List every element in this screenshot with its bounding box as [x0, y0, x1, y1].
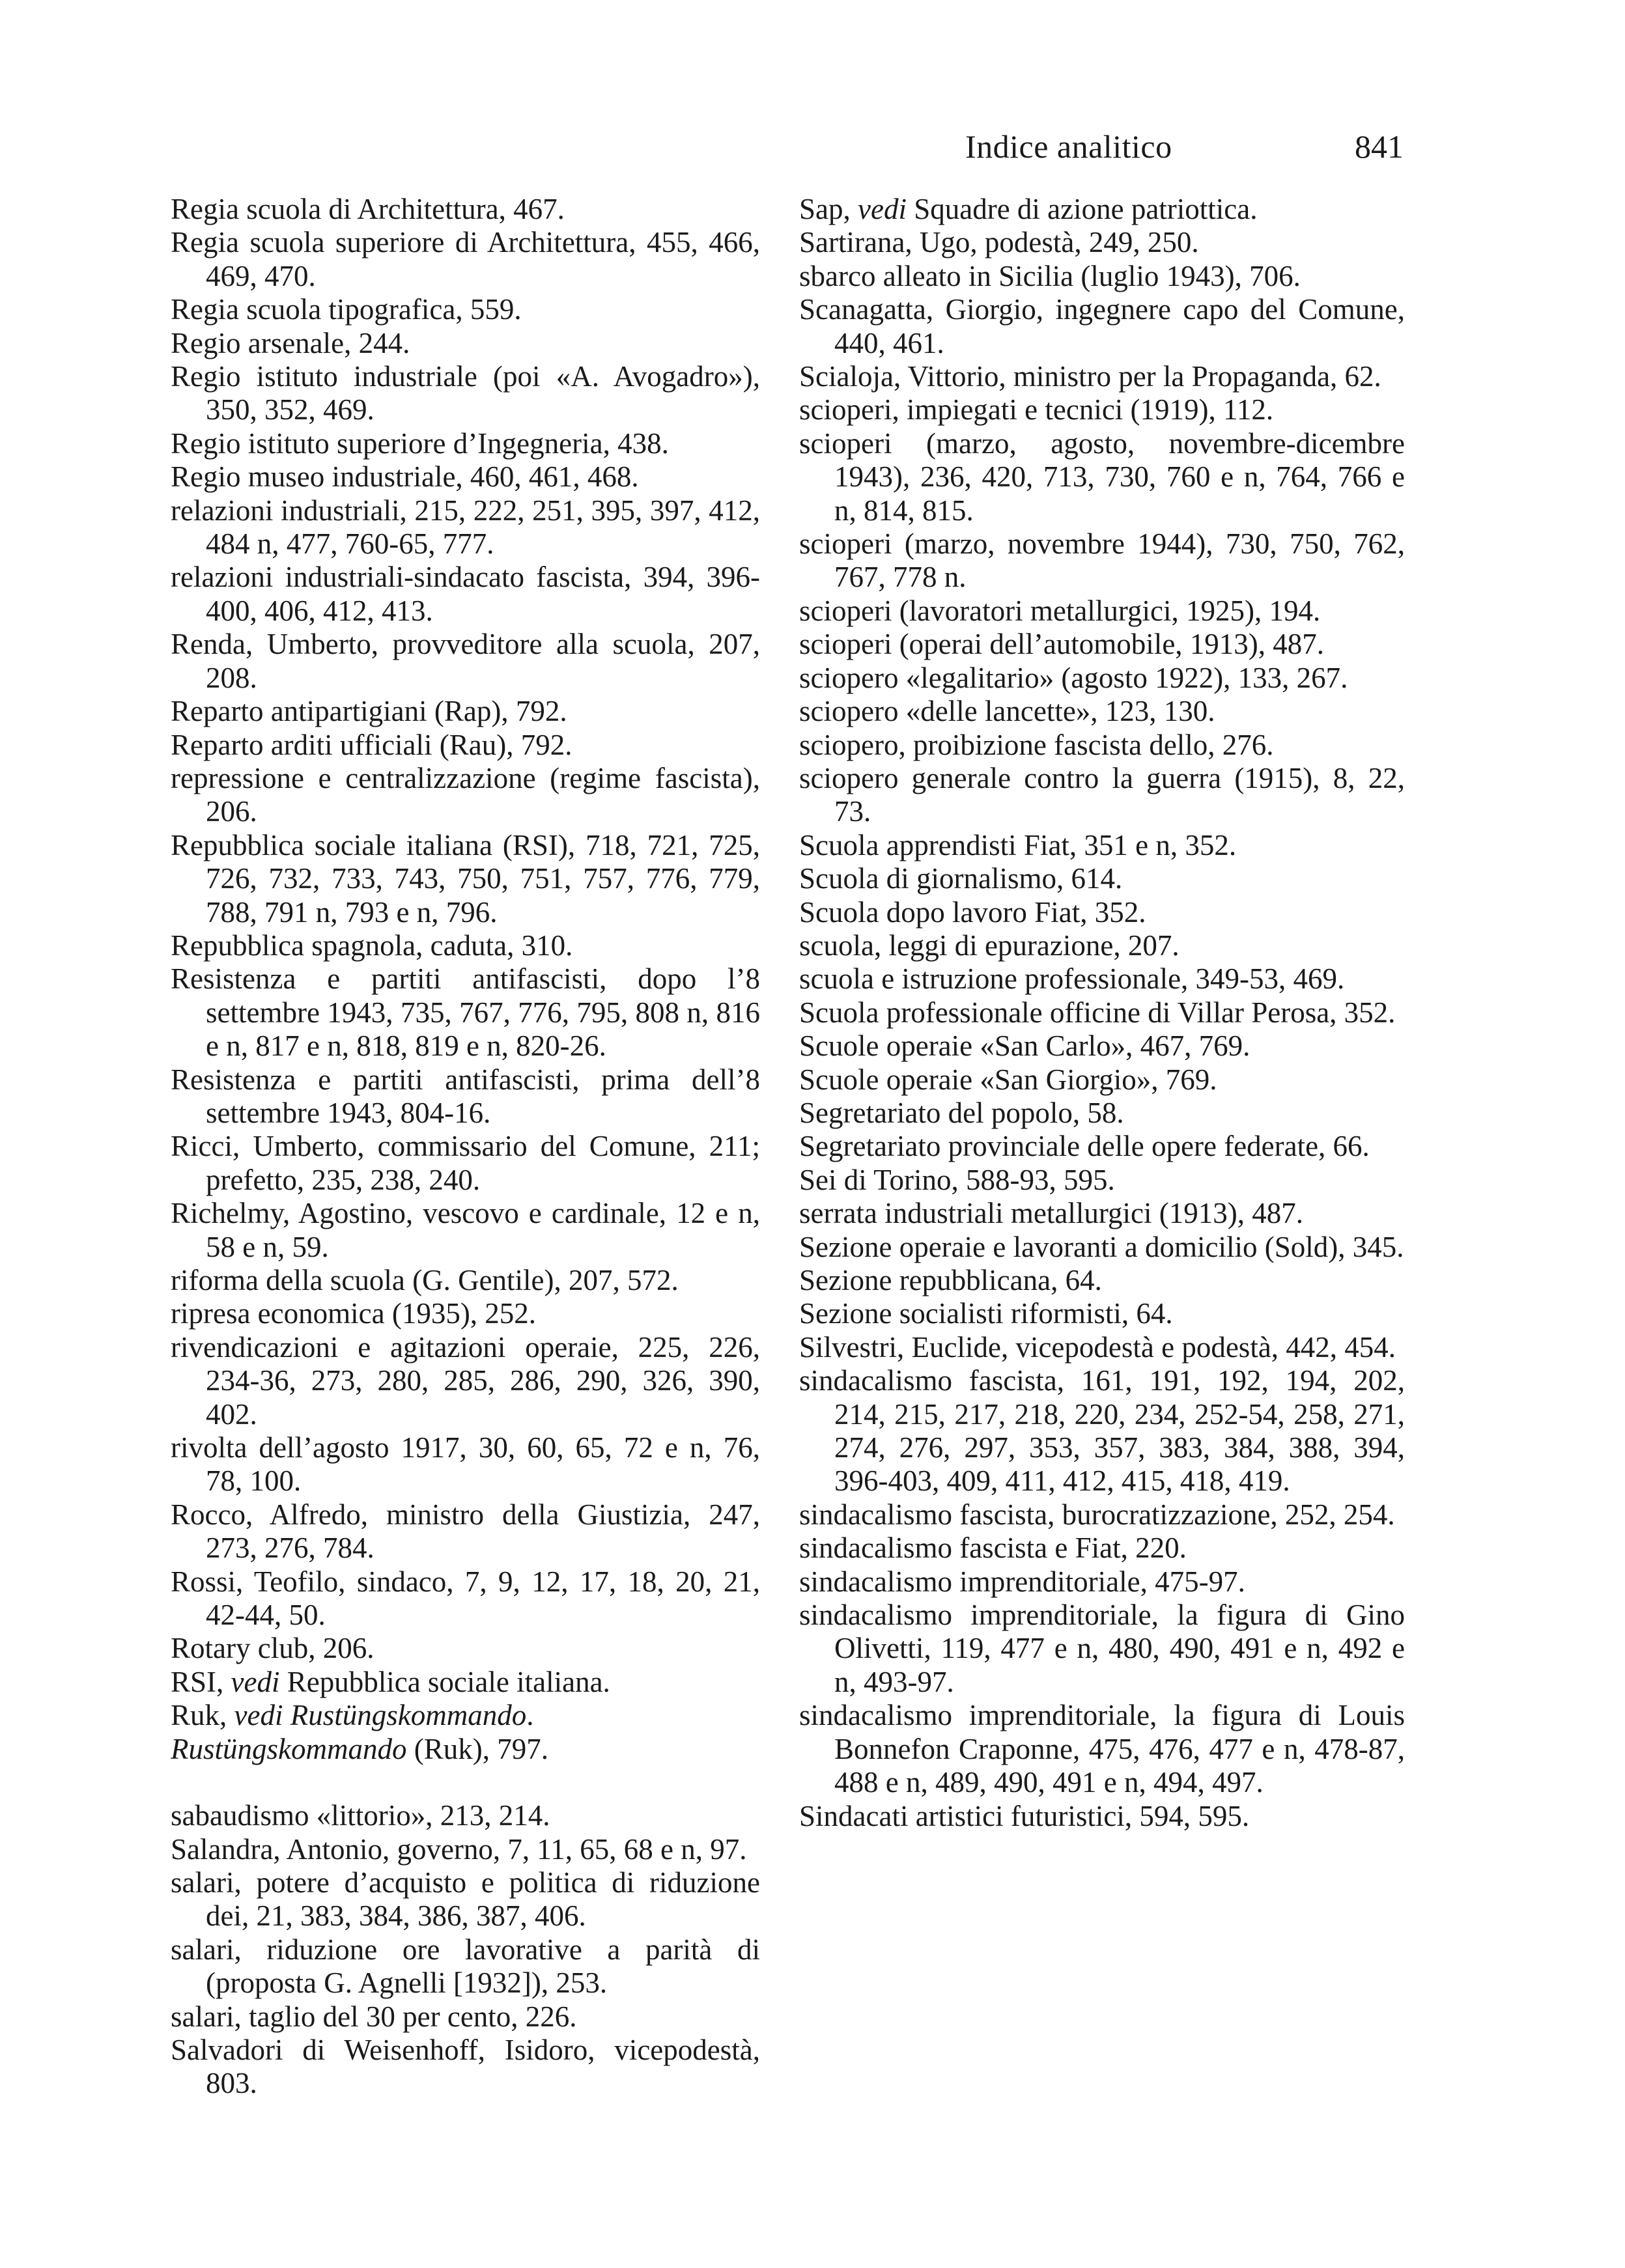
index-entry-italic-text: vedi Rustüngskommando: [234, 1699, 527, 1732]
running-header-title: Indice analitico: [965, 128, 1172, 165]
index-entry: [171, 1431, 760, 1498]
index-entry-text: Sei di Torino, 588-93, 595.: [799, 1163, 1115, 1196]
index-entry-text: serrata industriali metallurgici (1913), 487.: [799, 1197, 1303, 1230]
index-entry: [171, 929, 760, 962]
index-entry: [799, 1029, 1405, 1063]
index-entry-text: sabaudismo «littorio», 213, 214.: [171, 1799, 550, 1832]
index-entry: [171, 360, 760, 427]
index-entry: [799, 729, 1405, 762]
index-entry-text: Scialoja, Vittorio, ministro per la Propaganda, 62.: [799, 360, 1381, 393]
index-entry: [799, 996, 1405, 1029]
index-entry: [799, 1565, 1405, 1599]
index-entry-text: sindacalismo fascista e Fiat, 220.: [799, 1532, 1187, 1565]
index-entry-text: Ricci, Umberto, commissario del Comune, 211; prefetto, 235, 238, 240.: [171, 1130, 760, 1196]
index-entry-text: Scuola dopo lavoro Fiat, 352.: [799, 895, 1146, 929]
index-entry: [799, 829, 1405, 862]
index-entry: [171, 1331, 760, 1431]
index-entry-text: relazioni industriali, 215, 222, 251, 395, 397, 412, 484 n, 477, 760-65, 777.: [171, 494, 760, 561]
index-entry: [171, 628, 760, 695]
index-entry-text: Sezione operaie e lavoranti a domicilio (Sold), 345.: [799, 1230, 1404, 1263]
index-entry-text: sindacalismo fascista, burocratizzazione, 252, 254.: [799, 1498, 1395, 1531]
index-entry-text: Rossi, Teofilo, sindaco, 7, 9, 12, 17, 18, 20, 21, 42-44, 50.: [171, 1565, 760, 1632]
index-entry: [799, 962, 1405, 996]
index-entry-text: scuola, leggi di epurazione, 207.: [799, 929, 1180, 962]
index-entry-text: Segretariato del popolo, 58.: [799, 1096, 1124, 1129]
index-entry: [799, 1800, 1405, 1833]
index-entry: [171, 1130, 760, 1197]
index-entry-text: sciopero «delle lancette», 123, 130.: [799, 695, 1215, 728]
index-entry: [799, 1231, 1405, 1264]
index-entry-text: sbarco alleato in Sicilia (luglio 1943), 706.: [799, 259, 1301, 292]
index-entry: [171, 293, 760, 326]
index-entry-text: (Ruk), 797.: [406, 1732, 548, 1765]
index-entry: [799, 1599, 1405, 1699]
index-entry: [799, 1364, 1405, 1498]
index-entry: [171, 1733, 760, 1766]
index-entry: [799, 527, 1405, 595]
index-entry: [171, 1699, 760, 1732]
index-entry: [799, 1097, 1405, 1130]
index-entry-text: Scuola apprendisti Fiat, 351 e n, 352.: [799, 828, 1237, 861]
index-column-left: [171, 193, 760, 2101]
page-header: [801, 124, 1404, 169]
index-entry-text: Rocco, Alfredo, ministro della Giustizia, 247, 273, 276, 784.: [171, 1498, 760, 1565]
index-entry-text: sciopero generale contro la guerra (1915), 8, 22, 73.: [799, 761, 1405, 828]
index-entry-text: salari, riduzione ore lavorative a parità di (proposta G. Agnelli [1932]), 253.: [171, 1933, 760, 2000]
index-entry-text: Repubblica sociale italiana.: [279, 1665, 610, 1698]
index-entry-text: scioperi (operai dell’automobile, 1913), 487.: [799, 628, 1325, 661]
index-entry-text: Scuole operaie «San Giorgio», 769.: [799, 1063, 1217, 1096]
index-entry-text: sindacalismo imprenditoriale, la figura di Gino Olivetti, 119, 477 e n, 480, 490, 491 e n, 492 e n, 493-97.: [799, 1599, 1405, 1698]
index-entry: [799, 929, 1405, 962]
index-entry-text: Scuole operaie «San Carlo», 467, 769.: [799, 1029, 1251, 1063]
index-entry: [171, 829, 760, 929]
index-entry: [171, 460, 760, 494]
index-entry: [171, 1063, 760, 1130]
index-entry-text: repressione e centralizzazione (regime fascista), 206.: [171, 761, 760, 828]
index-entry-text: Sezione socialisti riformisti, 64.: [799, 1297, 1173, 1330]
index-entry: [171, 327, 760, 360]
index-entry-text: Resistenza e partiti antifascisti, dopo l’8 settembre 1943, 735, 767, 776, 795, 808 n, 816 e n, 817 e n, 818, 819 e n, 820-26.: [171, 962, 760, 1063]
index-entry: [171, 1933, 760, 2000]
index-entry-text: sciopero «legalitario» (agosto 1922), 133, 267.: [799, 661, 1348, 694]
index-entry-italic-text: Rustüngskommando: [171, 1732, 407, 1765]
index-entry-text: Renda, Umberto, provveditore alla scuola, 207, 208.: [171, 628, 760, 694]
index-entry: [799, 1264, 1405, 1297]
index-entry-text: Reparto antipartigiani (Rap), 792.: [171, 695, 567, 728]
index-entry: [171, 1833, 760, 1866]
index-entry-text: Silvestri, Euclide, vicepodestà e podestà, 442, 454.: [799, 1330, 1396, 1364]
index-entry: [171, 2000, 760, 2034]
index-entry: [171, 1799, 760, 1832]
index-entry-text: .: [526, 1699, 534, 1732]
index-entry-text: Repubblica spagnola, caduta, 310.: [171, 929, 573, 962]
index-entry: [171, 1264, 760, 1297]
index-entry: [171, 1565, 760, 1632]
index-entry-italic-text: vedi: [231, 1665, 280, 1698]
index-entry: [799, 1532, 1405, 1565]
index-entry: [799, 1063, 1405, 1097]
index-entry: [171, 1297, 760, 1330]
index-entry: [799, 896, 1405, 929]
index-column-right: [799, 193, 1405, 1833]
index-entry-text: Salvadori di Weisenhoff, Isidoro, vicepodestà, 803.: [171, 2033, 760, 2100]
index-entry-text: Sap,: [799, 193, 858, 225]
index-entry: [171, 1632, 760, 1665]
index-entry: [171, 695, 760, 728]
index-entry: [799, 862, 1405, 895]
index-entry: [799, 427, 1405, 527]
index-entry: [799, 193, 1405, 226]
index-entry-text: ripresa economica (1935), 252.: [171, 1297, 537, 1330]
index-entry-text: rivolta dell’agosto 1917, 30, 60, 65, 72 e n, 76, 78, 100.: [171, 1431, 760, 1498]
index-entry-text: Sezione repubblicana, 64.: [799, 1264, 1102, 1296]
index-entry-text: sindacalismo fascista, 161, 191, 192, 194, 202, 214, 215, 217, 218, 220, 234, 252-54, 258, 271, 274, 276, 297, 353, 357, 383, 384, 388, 394, 396-403, 409, 411, 412, 415, 418, 419.: [799, 1364, 1405, 1498]
index-entry: [799, 662, 1405, 695]
index-entry-text: Repubblica sociale italiana (RSI), 718, 721, 725, 726, 732, 733, 743, 750, 751, 757, 776, 779, 788, 791 n, 793 e n, 796.: [171, 828, 760, 929]
index-entry: [799, 595, 1405, 628]
index-entry: [799, 1130, 1405, 1163]
index-entry: [171, 561, 760, 628]
index-entry: [799, 762, 1405, 829]
index-entry: [799, 1197, 1405, 1230]
index-entry-text: Resistenza e partiti antifascisti, prima dell’8 settembre 1943, 804-16.: [171, 1063, 760, 1129]
index-entry-text: Regia scuola tipografica, 559.: [171, 293, 522, 326]
index-entry: [171, 427, 760, 460]
index-entry: [799, 1498, 1405, 1532]
index-entry: [799, 260, 1405, 293]
index-entry: [799, 360, 1405, 393]
index-entry-text: scuola e istruzione professionale, 349-53, 469.: [799, 962, 1345, 996]
page-number: 841: [1355, 128, 1404, 165]
index-entry-text: scioperi (lavoratori metallurgici, 1925), 194.: [799, 594, 1321, 627]
index-entry: [171, 226, 760, 293]
index-entry-text: riforma della scuola (G. Gentile), 207, 572.: [171, 1264, 679, 1296]
index-entry-text: Sartirana, Ugo, podestà, 249, 250.: [799, 226, 1199, 259]
index-entry-text: Regio istituto industriale (poi «A. Avogadro»), 350, 352, 469.: [171, 360, 760, 427]
index-entry: [799, 1297, 1405, 1330]
index-entry-text: Scuola di giornalismo, 614.: [799, 862, 1123, 895]
index-entry: [171, 494, 760, 561]
index-entry: [171, 193, 760, 226]
index-entry: [799, 1164, 1405, 1197]
index-entry: [799, 293, 1405, 360]
index-entry-text: Ruk,: [171, 1699, 234, 1732]
section-gap: [171, 1766, 760, 1799]
index-entry-text: Regio arsenale, 244.: [171, 326, 410, 359]
index-entry-text: Regia scuola superiore di Architettura, 455, 466, 469, 470.: [171, 226, 760, 292]
index-entry: [171, 1666, 760, 1699]
index-entry-text: salari, taglio del 30 per cento, 226.: [171, 2000, 577, 2033]
index-entry: [171, 762, 760, 829]
index-entry-text: scioperi (marzo, novembre 1944), 730, 750, 762, 767, 778 n.: [799, 527, 1405, 594]
index-entry-italic-text: vedi: [858, 193, 907, 225]
index-entry: [799, 695, 1405, 728]
index-entry-text: salari, potere d’acquisto e politica di riduzione dei, 21, 383, 384, 386, 387, 406.: [171, 1866, 760, 1933]
index-entry: [171, 962, 760, 1063]
index-entry: [171, 729, 760, 762]
index-entry: [799, 1331, 1405, 1364]
index-entry: [171, 1866, 760, 1933]
index-entry-text: rivendicazioni e agitazioni operaie, 225, 226, 234-36, 273, 280, 285, 286, 290, 326, 390, 402.: [171, 1330, 760, 1431]
index-entry-text: sciopero, proibizione fascista dello, 276.: [799, 728, 1274, 761]
index-entry: [799, 393, 1405, 427]
index-entry-text: Regio istituto superiore d’Ingegneria, 438.: [171, 427, 669, 460]
index-entry-text: Regio museo industriale, 460, 461, 468.: [171, 460, 639, 494]
index-entry-text: Sindacati artistici futuristici, 594, 595.: [799, 1799, 1250, 1832]
index-entry-text: Regia scuola di Architettura, 467.: [171, 193, 565, 225]
index-entry: [171, 1498, 760, 1565]
index-entry: [171, 1197, 760, 1264]
index-entry: [171, 2034, 760, 2101]
index-entry-text: Segretariato provinciale delle opere federate, 66.: [799, 1130, 1370, 1163]
index-entry-text: Richelmy, Agostino, vescovo e cardinale, 12 e n, 58 e n, 59.: [171, 1197, 760, 1263]
index-entry-text: scioperi (marzo, agosto, novembre-dicembre 1943), 236, 420, 713, 730, 760 e n, 764, 766 e n, 814, 815.: [799, 427, 1405, 527]
index-entry-text: scioperi, impiegati e tecnici (1919), 112.: [799, 393, 1274, 427]
index-entry-text: Scanagatta, Giorgio, ingegnere capo del Comune, 440, 461.: [799, 293, 1405, 359]
index-entry-text: relazioni industriali-sindacato fascista, 394, 396-400, 406, 412, 413.: [171, 561, 760, 627]
index-entry-text: Scuola professionale officine di Villar Perosa, 352.: [799, 996, 1396, 1029]
index-entry-text: Salandra, Antonio, governo, 7, 11, 65, 68 e n, 97.: [171, 1832, 747, 1866]
index-entry-text: Squadre di azione patriottica.: [906, 193, 1258, 225]
index-entry-text: Rotary club, 206.: [171, 1632, 374, 1665]
index-entry-text: sindacalismo imprenditoriale, la figura di Louis Bonnefon Craponne, 475, 476, 477 e n, 478-87, 488 e n, 489, 490, 491 e n, 494, 497.: [799, 1699, 1405, 1799]
index-entry-text: Reparto arditi ufficiali (Rau), 792.: [171, 728, 572, 761]
index-entry: [799, 1699, 1405, 1799]
index-entry: [799, 226, 1405, 259]
index-entry-text: RSI,: [171, 1665, 231, 1698]
index-entry-text: sindacalismo imprenditoriale, 475-97.: [799, 1565, 1245, 1598]
index-entry: [799, 628, 1405, 661]
